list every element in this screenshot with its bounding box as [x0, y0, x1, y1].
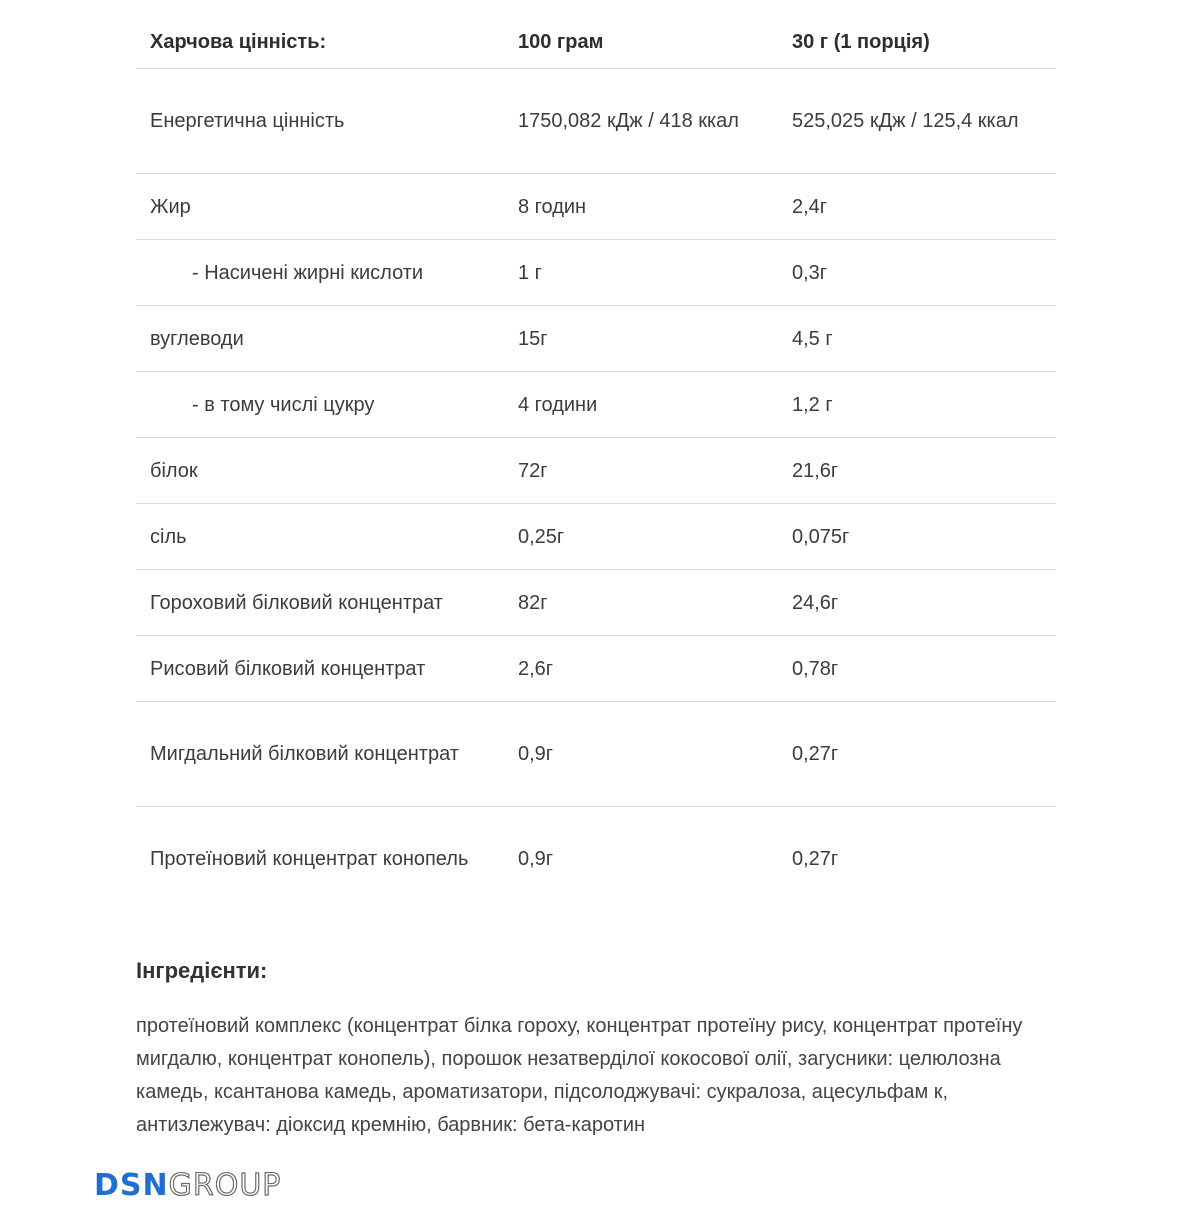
- ingredients-heading: Інгредієнти:: [136, 958, 268, 983]
- value-per-serving: 0,27г: [778, 702, 1056, 807]
- nutrient-name: - в тому числі цукру: [136, 372, 504, 438]
- header-per-100g: 100 грам: [504, 16, 778, 69]
- value-per-100g: 1 г: [504, 240, 778, 306]
- nutrient-name: Протеїновий концентрат конопель: [150, 848, 469, 870]
- value-per-100g: 72г: [504, 438, 778, 504]
- value-per-100g: 1750,082 кДж / 418 ккал: [504, 69, 778, 174]
- nutrient-name: сіль: [136, 504, 504, 570]
- nutrient-name: білок: [136, 438, 504, 504]
- nutrition-table: [136, 16, 1056, 911]
- nutrient-name: Мигдальний білковий концентрат: [136, 702, 504, 807]
- value-per-serving: 1,2 г: [778, 372, 1056, 438]
- value-per-100g: 0,9г: [504, 702, 778, 807]
- table-row: [136, 174, 1056, 240]
- logo-text-group: GROUP: [168, 1168, 282, 1203]
- value-per-100g: 0,25г: [504, 504, 778, 570]
- brand-logo: [94, 1166, 281, 1206]
- value-per-serving: 0,075г: [778, 504, 1056, 570]
- header-nutrient: Харчова цінність:: [136, 16, 504, 69]
- table-row: [136, 807, 1056, 912]
- value-per-100g: 8 годин: [504, 174, 778, 240]
- header-per-serving: 30 г (1 порція): [778, 16, 1056, 69]
- logo-text-dsn: DSN: [94, 1168, 169, 1203]
- table-row: [136, 240, 1056, 306]
- table-row: [136, 69, 1056, 174]
- nutrient-name: Гороховий білковий концентрат: [136, 570, 504, 636]
- value-per-serving: 24,6г: [778, 570, 1056, 636]
- value-per-serving: 2,4г: [778, 174, 1056, 240]
- table-row: [136, 702, 1056, 807]
- value-per-100g: 2,6г: [504, 636, 778, 702]
- value-per-serving: 4,5 г: [778, 306, 1056, 372]
- table-header-row: [136, 16, 1056, 69]
- value-per-100g: 0,9г: [518, 848, 554, 870]
- value-per-serving: 0,3г: [778, 240, 1056, 306]
- value-per-100g: 82г: [504, 570, 778, 636]
- value-per-100g: 4 години: [504, 372, 778, 438]
- ingredients-text: протеїновий комплекс (концентрат білка гороху, концентрат протеїну рису, концентрат протеїну мигдалю, концентрат конопель), порошок незатверділої кокосової олії, загусники: целюлозна камедь, ксантанова камедь, ароматизатори, підсолоджувачі: сукралоза, ацесульфам к, антизлежувач: діоксид кремнію, барвник: бета-каротин: [136, 1015, 1023, 1136]
- value-per-serving: 0,78г: [778, 636, 1056, 702]
- nutrient-name: - Насичені жирні кислоти: [136, 240, 504, 306]
- nutrient-name: Енергетична цінність: [136, 69, 504, 174]
- value-per-serving: 21,6г: [778, 438, 1056, 504]
- nutrient-name: Рисовий білковий концентрат: [136, 636, 504, 702]
- table-row: [136, 372, 1056, 438]
- table-row: [136, 306, 1056, 372]
- table-row: [136, 570, 1056, 636]
- value-per-serving: 525,025 кДж / 125,4 ккал: [778, 69, 1056, 174]
- table-row: [136, 438, 1056, 504]
- nutrient-name: Жир: [136, 174, 504, 240]
- table-row: [136, 504, 1056, 570]
- table-row: [136, 636, 1056, 702]
- value-per-serving: 0,27г: [792, 848, 839, 870]
- nutrient-name: вуглеводи: [136, 306, 504, 372]
- value-per-100g: 15г: [504, 306, 778, 372]
